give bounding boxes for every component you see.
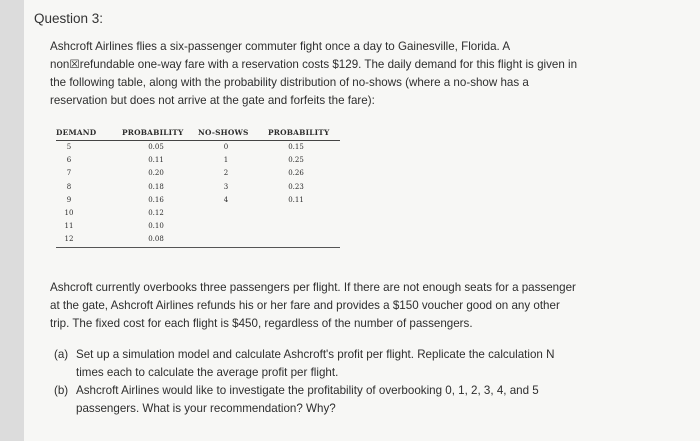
demand-cell: 11 [64,222,74,231]
demand-probability-cell: 0.10 [148,222,164,231]
intro-paragraph [50,38,670,110]
part-marker: (b) [54,384,69,397]
demand-cell: 8 [66,182,72,191]
demand-probability-cell: 0.18 [148,182,164,191]
question-parts-list [54,346,669,418]
demand-probability-cell: 0.20 [148,169,164,178]
table-row [56,181,340,194]
table-header-row [56,124,340,141]
part-marker: (a) [54,348,69,361]
question-part-b [54,382,669,418]
table-row [56,167,340,180]
demand-cell: 12 [64,235,74,244]
noshows-cell: 0 [223,143,229,151]
table-row [56,141,340,154]
demand-probability-cell: 0.11 [148,156,164,165]
part-line: passengers. What is your recommendation? Why? [76,402,336,415]
intro-line: non☒refundable one-way fare with a reservation costs $129. The daily demand for this flight is given in [50,58,578,71]
header-noshow-probability: PROBABILITY [268,128,330,137]
noshow-probability-cell: 0.11 [288,195,304,204]
header-noshows: NO-SHOWS [198,128,249,137]
paragraph-line: Ashcroft currently overbooks three passengers per flight. If there are not enough seats for a passenger [50,281,576,294]
header-demand-probability: PROBABILITY [122,128,184,137]
table-row [56,233,340,246]
table-row [56,154,340,167]
noshow-probability-cell: 0.23 [288,182,304,191]
demand-noshow-table [56,124,340,248]
demand-cell: 5 [66,143,72,151]
demand-probability-cell: 0.16 [148,195,164,204]
question-part-a [54,346,669,382]
header-demand: DEMAND [56,128,97,137]
noshow-probability-cell: 0.25 [288,156,304,165]
part-line: Ashcroft Airlines would like to investigate the profitability of overbooking 0, 1, 2, 3, 4, and 5 [76,384,539,397]
table-body [56,141,340,247]
demand-cell: 9 [66,195,72,204]
intro-line: Ashcroft Airlines flies a six-passenger commuter fight once a day to Gainesville, Florida. A [50,40,511,53]
table-row [56,207,340,220]
noshows-cell: 2 [223,169,229,178]
demand-probability-cell: 0.08 [148,235,164,244]
paragraph-line: at the gate, Ashcroft Airlines refunds his or her fare and provides a $150 voucher good on any other [50,299,560,312]
demand-cell: 7 [66,169,72,178]
noshows-cell: 3 [223,182,229,191]
noshows-cell: 4 [223,195,229,204]
demand-probability-cell: 0.05 [148,143,164,151]
table-row [56,194,340,207]
intro-line: reservation but does not arrive at the gate and forfeits the fare): [50,94,375,107]
table-row [56,220,340,233]
noshow-probability-cell: 0.15 [288,143,304,151]
overbooking-paragraph [50,279,660,333]
noshow-probability-cell: 0.26 [288,169,304,178]
intro-line: the following table, along with the probability distribution of no-shows (where a no-show has a [50,76,529,89]
part-line: times each to calculate the average profit per flight. [76,366,339,379]
demand-cell: 6 [66,156,72,165]
question-title: Question 3: [34,11,104,26]
noshows-cell: 1 [223,156,229,165]
demand-probability-cell: 0.12 [148,208,164,217]
part-line: Set up a simulation model and calculate Ashcroft's profit per flight. Replicate the calculation N [76,348,555,361]
document-page [24,0,700,441]
table-bottom-rule [56,247,340,248]
demand-cell: 10 [64,208,74,217]
paragraph-line: trip. The fixed cost for each flight is $450, regardless of the number of passengers. [50,317,473,330]
